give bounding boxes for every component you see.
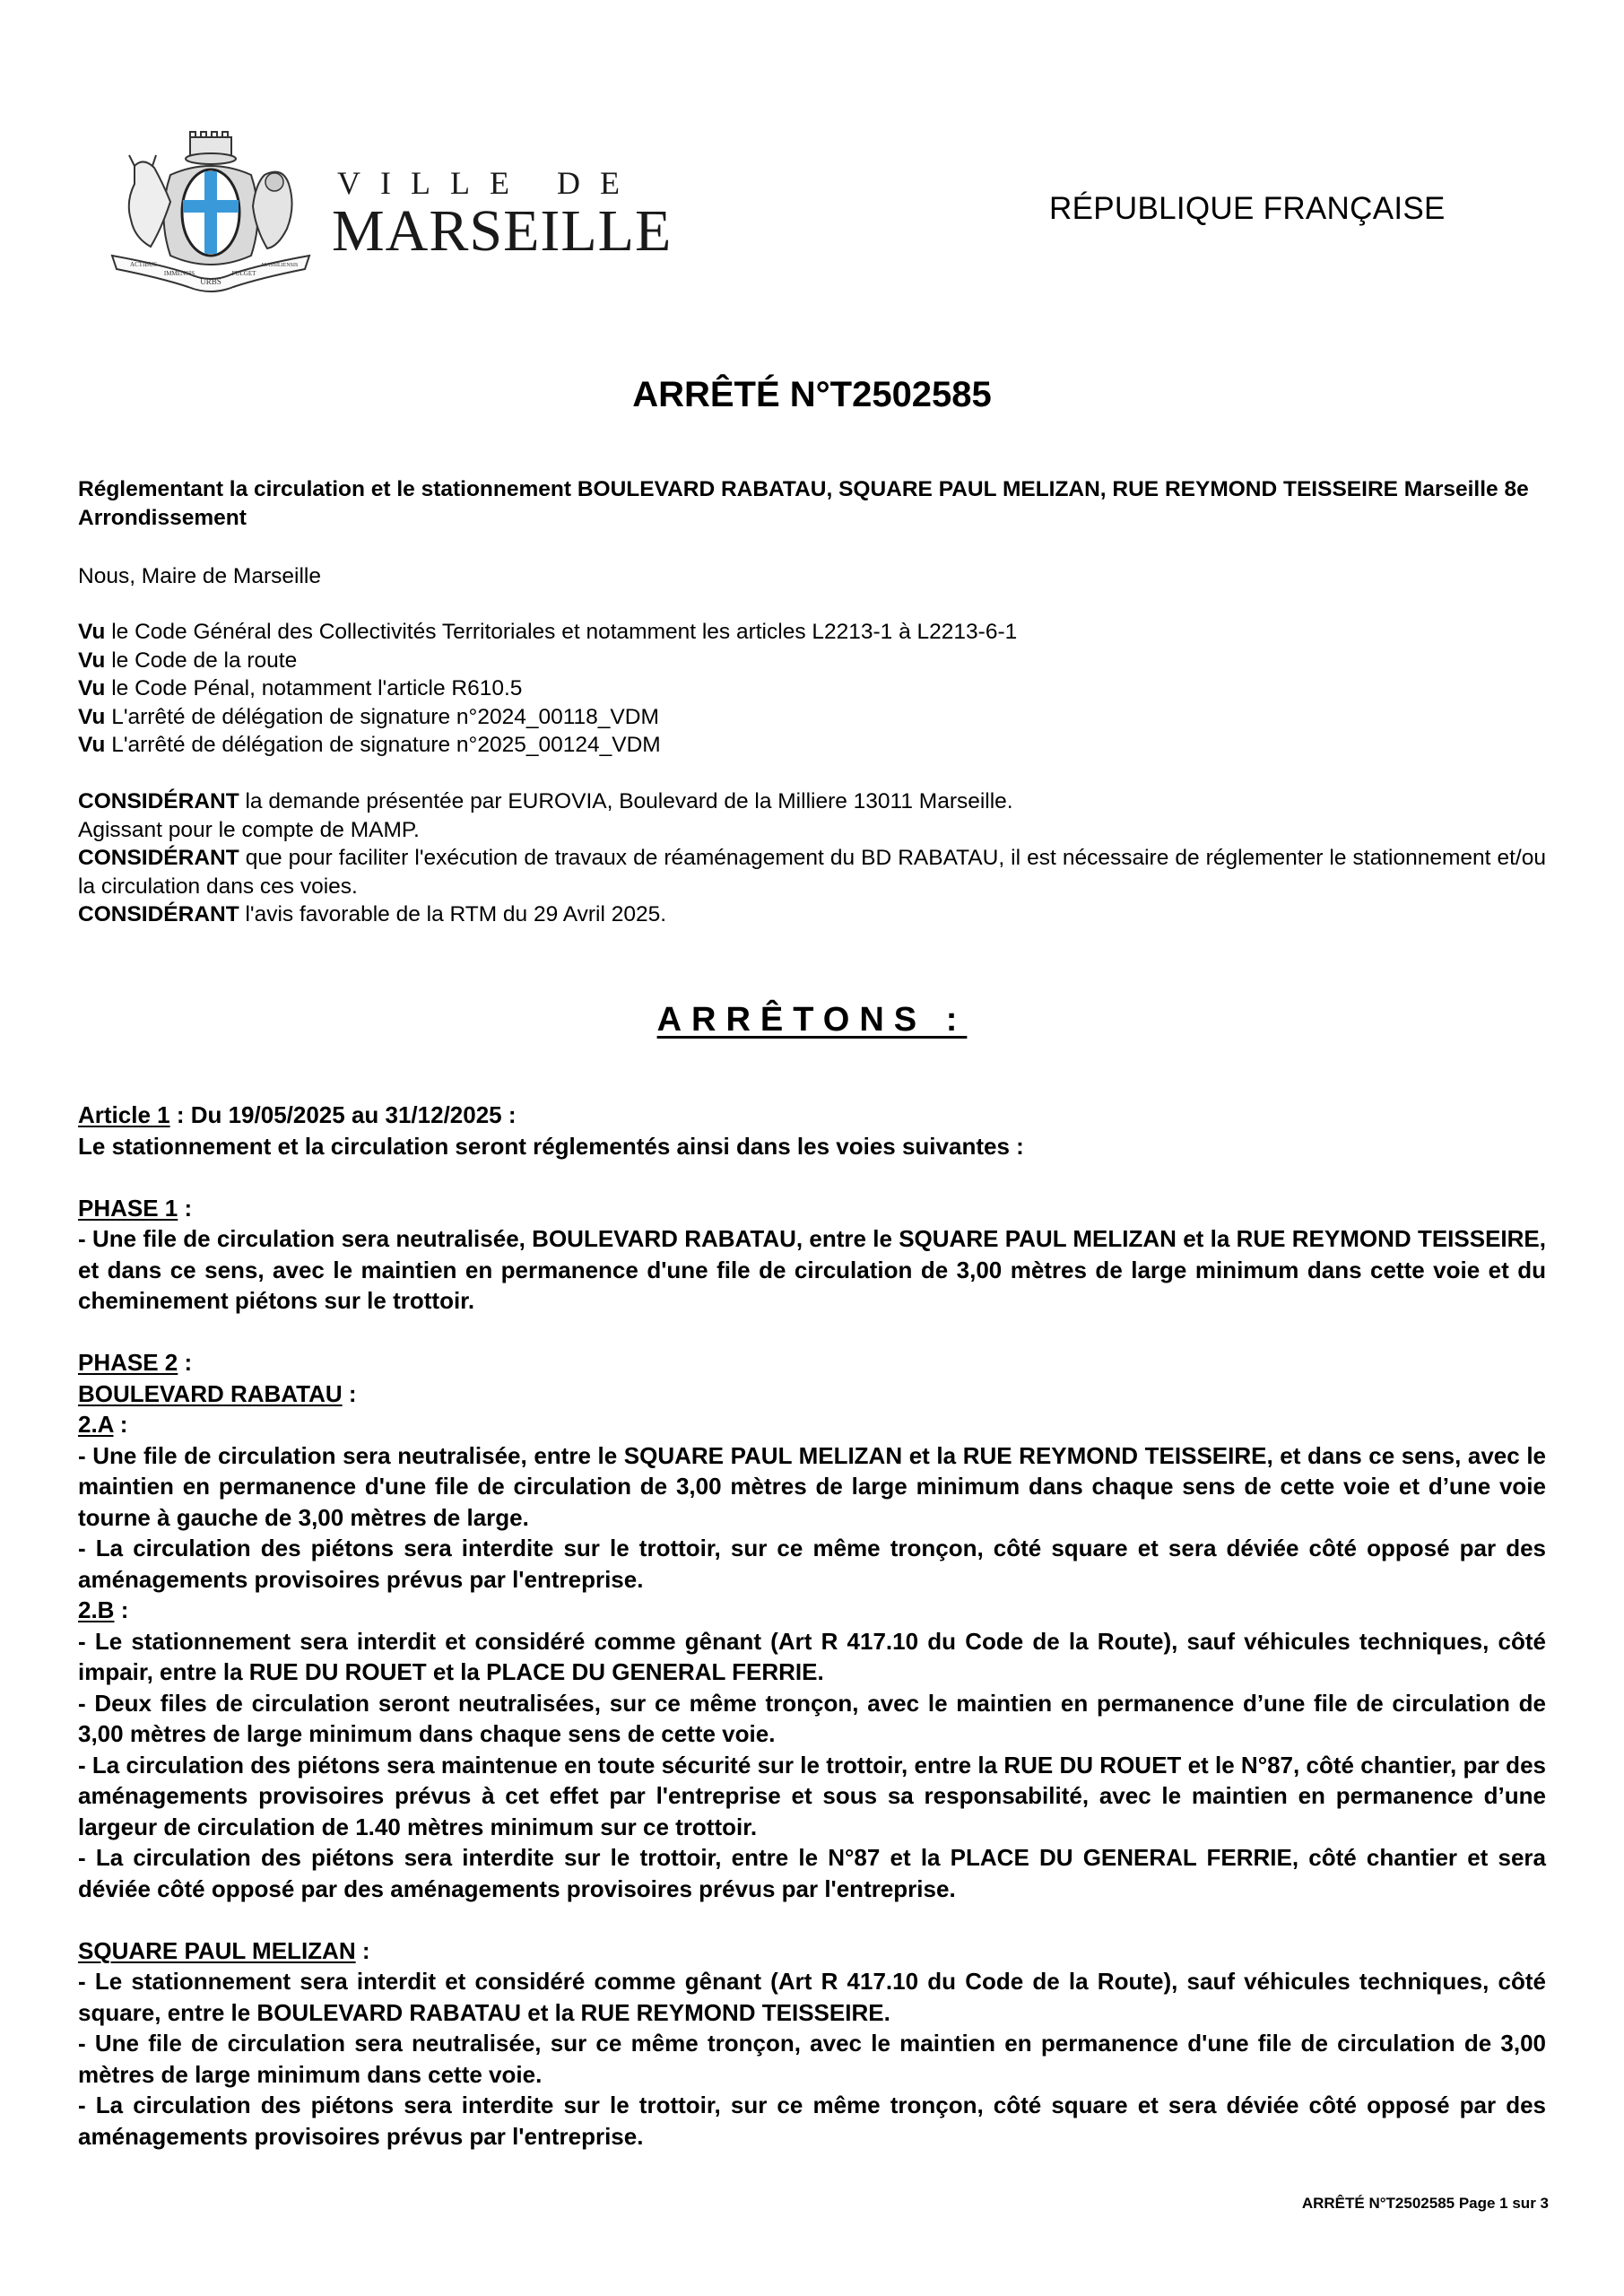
vu-label: Vu [78, 676, 106, 700]
arretons-heading [0, 1001, 1624, 1039]
article-1-dates: : Du 19/05/2025 au 31/12/2025 : [169, 1101, 517, 1128]
section-2a-item: - Une file de circulation sera neutralisée, entre le SQUARE PAUL MELIZAN et la RUE REYMOND TEISSEIRE, et dans ce sens, avec le maintien en permanence d'une file de circulation de 3,00 mètres de large minimum dans chaque sens de cette voie et d’une voie tourne à gauche de 3,00 mètres de large. [78, 1441, 1546, 1531]
square-item: - Une file de circulation sera neutralisée, sur ce même tronçon, avec le maintien en permanence d'une file de circulation de 3,00 mètres de large minimum dans cette voie. [78, 2030, 1546, 2088]
considerant-text: que pour faciliter l'exécution de travaux de réaménagement du BD RABATAU, il est nécessaire de réglementer le stationnement et/ou la circulation dans ces voies. [78, 846, 1546, 899]
vu-item [78, 674, 1546, 703]
vu-text: le Code de la route [105, 648, 298, 673]
considerant-label: CONSIDÉRANT [78, 846, 239, 870]
section-2b-label: 2.B [78, 1596, 115, 1623]
vu-list [78, 618, 1546, 760]
crest-motto-immensis: IMMENSIS [163, 270, 195, 277]
square-paul-melizan-heading [78, 1935, 1546, 1967]
page-footer: ARRÊTÉ N°T2502585 Page 1 sur 3 [1301, 2195, 1549, 2212]
crest-motto-urbs: URBS [200, 277, 221, 286]
section-2b-item: - La circulation des piétons sera interdite sur le trottoir, entre le N°87 et la PLACE DU GENERAL FERRIE, côté chantier et sera déviée côté opposé par des aménagements provisoires prévus par l'entreprise. [78, 1844, 1546, 1902]
marseille-coat-of-arms-icon [108, 130, 314, 296]
colon: : [342, 1379, 357, 1407]
section-2b-item: - Deux files de circulation seront neutralisées, sur ce même tronçon, avec le maintien en permanence d’une file de circulation de 3,00 mètres de large minimum dans chaque sens de cette voie. [78, 1689, 1546, 1747]
crest-motto-actibus: ACTIBUS [130, 261, 157, 268]
considerant-text: la demande présentée par EUROVIA, Boulevard de la Milliere 13011 Marseille. [239, 789, 1013, 813]
square-item: - La circulation des piétons sera interdite sur le trottoir, sur ce même tronçon, côté square et sera déviée côté opposé par des aménagements provisoires prévus par l'entreprise. [78, 2092, 1546, 2150]
considerant-2 [78, 844, 1546, 900]
considerant-3 [78, 900, 1546, 929]
logo-line-marseille: MARSEILLE [332, 197, 673, 264]
article-1-heading [78, 1100, 1546, 1131]
considerants [78, 787, 1546, 929]
articles [78, 1100, 1546, 2152]
colon: : [113, 1411, 128, 1438]
crest-motto-fulget: FULGET [231, 270, 256, 277]
square-paul-melizan-label: SQUARE PAUL MELIZAN [78, 1936, 356, 1964]
vu-text: le Code Général des Collectivités Territoriales et notamment les articles L2213-1 à L2213-6-1 [105, 620, 1018, 644]
vu-item [78, 618, 1546, 647]
nous-maire: Nous, Maire de Marseille [78, 564, 321, 588]
phase-2-label: PHASE 2 [78, 1349, 178, 1376]
considerant-label: CONSIDÉRANT [78, 902, 239, 926]
vu-text: L'arrêté de délégation de signature n°2024_00118_VDM [105, 704, 659, 729]
vu-text: L'arrêté de délégation de signature n°2025_00124_VDM [105, 733, 661, 757]
arretons-text: ARRÊTONS : [656, 1001, 968, 1039]
republique-francaise-heading: RÉPUBLIQUE FRANÇAISE [1049, 191, 1446, 226]
logo-wordmark [332, 165, 672, 262]
considerant-text: l'avis favorable de la RTM du 29 Avril 2025. [239, 902, 667, 926]
vu-item [78, 647, 1546, 675]
section-2b-item: - La circulation des piétons sera maintenue en toute sécurité sur le trottoir, entre la RUE DU ROUET et le N°87, côté chantier, par des aménagements provisoires prévus à cet effet par l'entreprise et sous sa responsabilité, avec le maintien en permanence d’une largeur de circulation de 1.40 mètres minimum sur ce trottoir. [78, 1751, 1546, 1840]
vu-label: Vu [78, 704, 106, 729]
phase-1-heading [78, 1193, 1546, 1224]
considerant-1 [78, 787, 1546, 816]
boulevard-rabatau-heading [78, 1378, 1546, 1410]
boulevard-rabatau-label: BOULEVARD RABATAU [78, 1379, 343, 1407]
ville-de-marseille-logo [108, 130, 672, 296]
phase-2-heading [78, 1347, 1546, 1378]
considerant-label: CONSIDÉRANT [78, 789, 239, 813]
document-subtitle: Réglementant la circulation et le stationnement BOULEVARD RABATAU, SQUARE PAUL MELIZAN, RUE REYMOND TEISSEIRE Marseille 8e Arrondissement [78, 477, 1529, 530]
vu-label: Vu [78, 733, 106, 757]
vu-item [78, 731, 1546, 760]
vu-label: Vu [78, 620, 106, 644]
colon: : [178, 1194, 193, 1222]
section-2b-item: - Le stationnement sera interdit et considéré comme gênant (Art R 417.10 du Code de la Route), sauf véhicules techniques, côté impair, entre la RUE DU ROUET et la PLACE DU GENERAL FERRIE. [78, 1627, 1546, 1685]
document-title: ARRÊTÉ N°T2502585 [632, 375, 992, 414]
agissant-pour: Agissant pour le compte de MAMP. [78, 817, 420, 842]
colon: : [114, 1596, 129, 1623]
colon: : [178, 1349, 193, 1376]
phase-1-label: PHASE 1 [78, 1194, 178, 1222]
crest-motto-massiliensis: MASSILIENSIS [261, 263, 299, 268]
logo-line-ville-de: VILLE DE [337, 164, 639, 201]
article-1-intro: Le stationnement et la circulation seront réglementés ainsi dans les voies suivantes : [78, 1132, 1024, 1160]
vu-label: Vu [78, 648, 106, 673]
vu-item [78, 703, 1546, 732]
vu-text: le Code Pénal, notamment l'article R610.5 [105, 676, 523, 700]
section-2b-heading [78, 1595, 1546, 1626]
section-2a-heading [78, 1409, 1546, 1440]
section-2a-item: - La circulation des piétons sera interdite sur le trottoir, sur ce même tronçon, côté square et sera déviée côté opposé par des aménagements provisoires prévus par l'entreprise. [78, 1535, 1546, 1593]
square-item: - Le stationnement sera interdit et considéré comme gênant (Art R 417.10 du Code de la Route), sauf véhicules techniques, côté square, entre le BOULEVARD RABATAU et la RUE REYMOND TEISSEIRE. [78, 1968, 1546, 2026]
section-2a-label: 2.A [78, 1411, 114, 1438]
colon: : [355, 1936, 370, 1964]
article-1-label: Article 1 [78, 1101, 170, 1128]
phase-1-item: - Une file de circulation sera neutralisée, BOULEVARD RABATAU, entre le SQUARE PAUL MELIZAN et la RUE REYMOND TEISSEIRE, et dans ce sens, avec le maintien en permanence d'une file de circulation de 3,00 mètres de large minimum dans cette voie et du cheminement piétons sur le trottoir. [78, 1225, 1546, 1314]
